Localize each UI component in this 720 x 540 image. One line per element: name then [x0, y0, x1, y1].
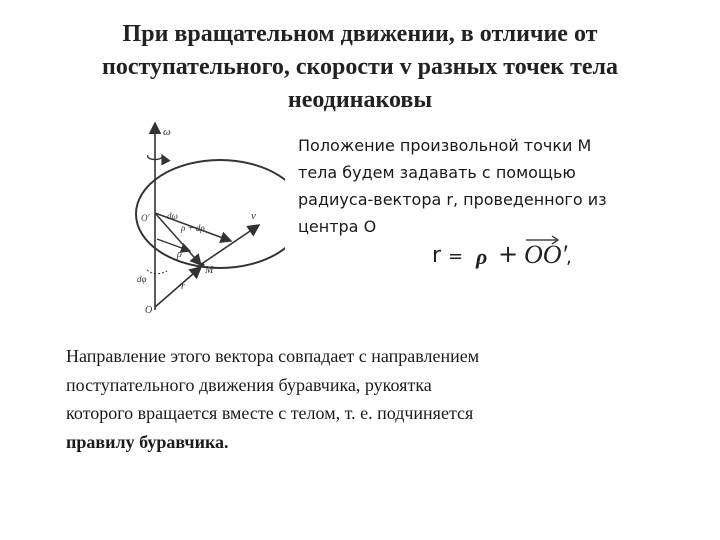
label-d-omega: dω	[167, 211, 178, 221]
rotation-diagram	[135, 115, 285, 325]
bottom-line-1: Направление этого вектора совпадает с направлением	[66, 346, 480, 366]
bottom-line-3: которого вращается вместе с телом, т. е. подчиняется	[66, 403, 474, 423]
point-m	[200, 263, 205, 268]
desc-line-2: тела будем задавать с помощью	[298, 163, 576, 182]
label-v: v	[251, 210, 256, 222]
vector-formula	[428, 232, 598, 276]
label-o-prime: O′	[141, 213, 150, 223]
title-line-3: неодинаковы	[287, 87, 433, 113]
velocity-vector	[203, 225, 259, 263]
title-line-2: поступательного, скорости v разных точек тела	[102, 54, 618, 80]
dphi-arc	[147, 270, 167, 274]
formula-comma: ,	[566, 247, 572, 268]
formula-eq: =	[448, 246, 464, 267]
rho-small-vector	[157, 239, 190, 251]
slide-title	[20, 18, 700, 117]
label-o: O	[145, 305, 153, 316]
formula-oo: OO′	[524, 240, 568, 269]
label-rho: ρ	[177, 249, 182, 260]
description-text	[298, 132, 698, 240]
desc-line-4: центра О	[298, 217, 377, 236]
formula-rho: ρ	[476, 244, 488, 269]
label-d-phi: dφ	[137, 274, 147, 284]
bottom-paragraph	[66, 342, 666, 456]
bottom-line-4: правилу буравчика.	[66, 431, 229, 452]
label-omega: ω	[163, 126, 171, 138]
label-m: M	[205, 265, 214, 276]
formula-plus: +	[498, 240, 519, 268]
desc-line-1: Положение произвольной точки М	[298, 136, 592, 155]
label-rho-plus: ρ + dρ	[181, 223, 205, 233]
label-r: r	[181, 281, 185, 292]
r-vector	[155, 267, 201, 307]
formula-r: r	[432, 243, 442, 268]
bottom-line-2: поступательного движения буравчика, рукоятка	[66, 374, 432, 395]
title-line-1: При вращательном движении, в отличие от	[122, 21, 598, 47]
desc-line-3: радиуса-вектора r, проведенного из	[298, 190, 607, 209]
